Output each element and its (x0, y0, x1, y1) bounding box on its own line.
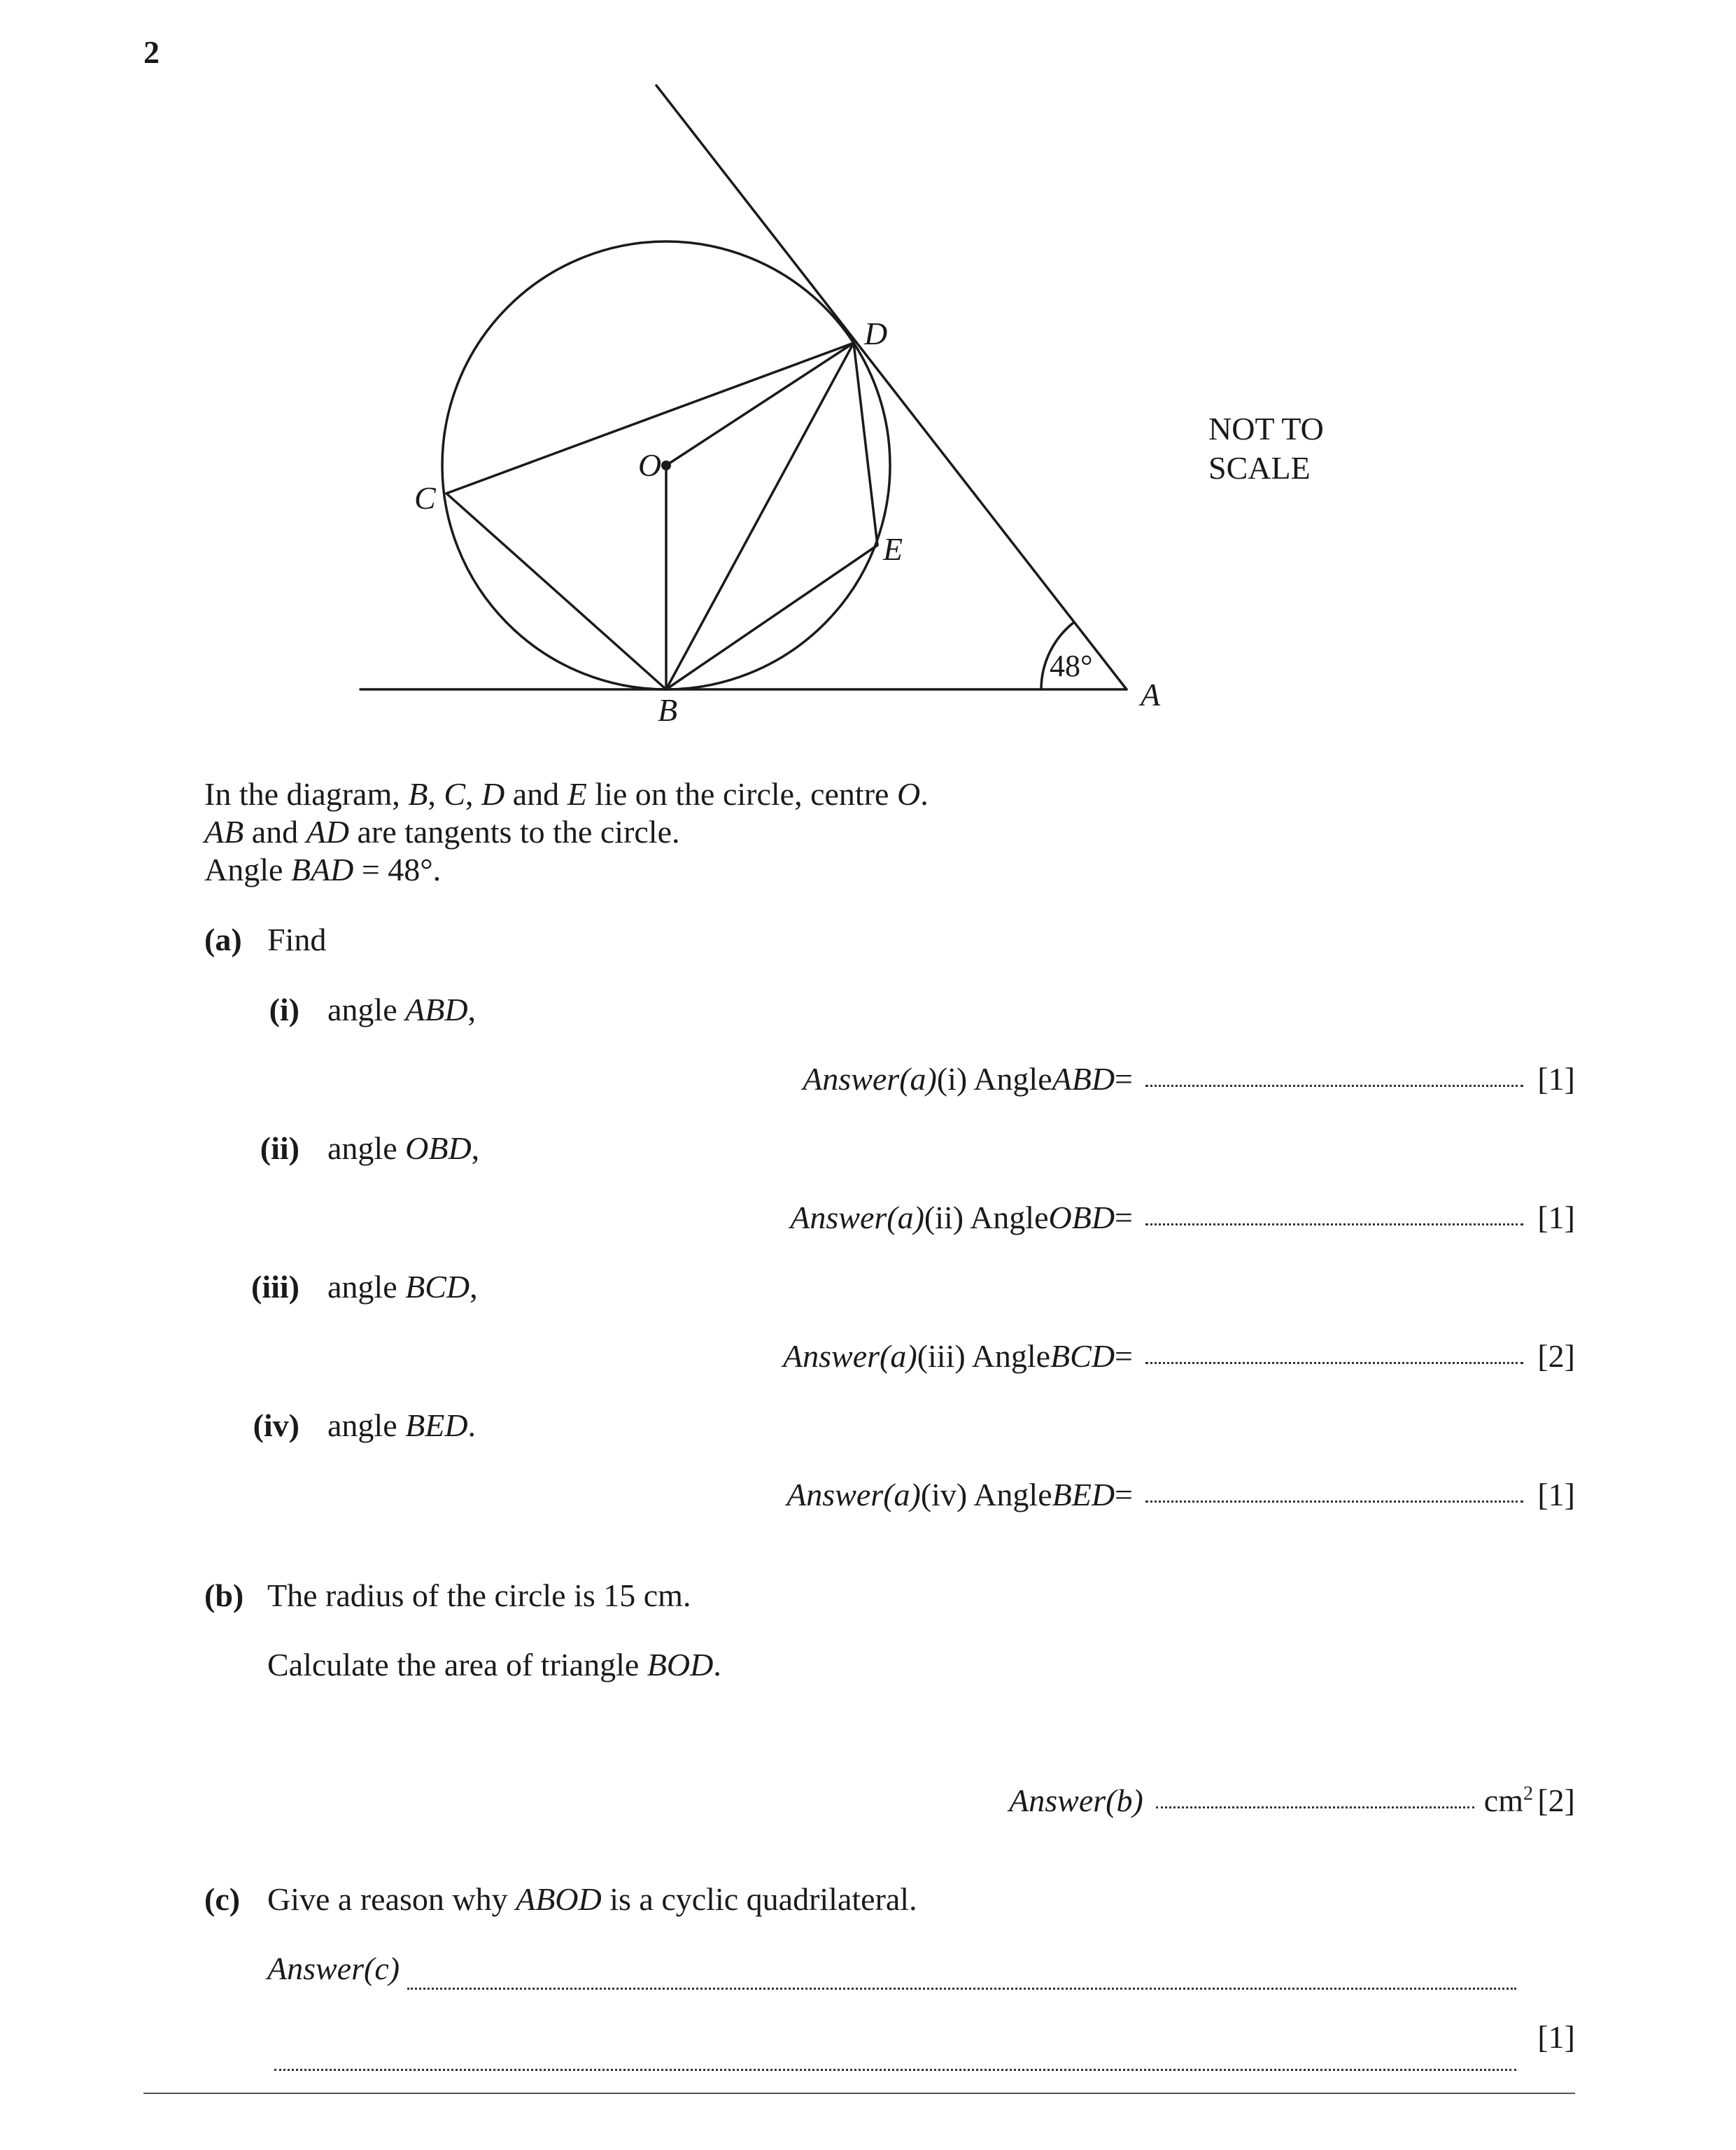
segment-od (666, 343, 854, 465)
part-a-ii-label: (ii) (260, 1130, 299, 1166)
var-b: B (408, 776, 428, 812)
answer-c-field-line-2[interactable] (274, 2069, 1516, 2071)
unit-text: cm (1483, 1783, 1523, 1818)
part-a-label: (a) (204, 922, 242, 957)
answer-part: (i) Angle (936, 1061, 1052, 1097)
answer-lead: Answer(b) (1009, 1783, 1143, 1818)
var-bed: BED (405, 1407, 468, 1443)
unit-superscript: 2 (1523, 1783, 1533, 1805)
part-a-iii-question (327, 1268, 478, 1306)
bottom-rule (143, 2093, 1575, 2094)
segment-be (666, 545, 877, 689)
part-b-text-1: The radius of the circle is 15 cm. (267, 1578, 691, 1613)
question-text: is a cyclic quadrilateral. (601, 1881, 917, 1917)
intro-text: lie on the circle, centre (586, 776, 897, 812)
answer-var: OBD (1048, 1200, 1115, 1235)
answer-eq: = (1115, 1477, 1133, 1512)
answer-unit (1484, 1782, 1533, 1819)
question-text: angle (327, 992, 406, 1027)
question-text: angle (327, 1130, 406, 1166)
part-c-marks: [1] (1537, 2019, 1575, 2055)
intro-text: In the diagram, (204, 776, 409, 812)
intro-text: Angle (204, 852, 291, 887)
geometry-diagram (0, 0, 1736, 770)
segment-bd (666, 343, 854, 689)
marks: [1] (1537, 1477, 1575, 1512)
part-a-iv-question (327, 1407, 476, 1445)
answer-a-iii-row (783, 1337, 1575, 1375)
answer-a-iv-row (786, 1476, 1575, 1513)
answer-part: (iv) Angle (920, 1477, 1052, 1512)
point-label-d: D (864, 316, 888, 351)
var-obd: OBD (405, 1130, 472, 1166)
intro-sep: , (465, 776, 482, 812)
intro-text: = 48°. (353, 852, 442, 887)
answer-a-iv-field[interactable] (1145, 1501, 1523, 1503)
marks: [1] (1537, 1200, 1575, 1235)
point-label-e: E (883, 531, 903, 567)
answer-part: (iii) Angle (917, 1338, 1051, 1374)
point-label-a: A (1141, 677, 1161, 712)
var-bad: BAD (290, 852, 354, 887)
part-a-iv-label: (iv) (253, 1407, 299, 1443)
answer-b-field[interactable] (1156, 1806, 1474, 1808)
answer-b-row (1009, 1782, 1575, 1819)
point-label-o: O (638, 447, 662, 483)
var-e: E (567, 776, 587, 812)
centre-point (661, 461, 671, 470)
answer-var: BCD (1050, 1338, 1115, 1374)
part-b-text-2 (267, 1646, 721, 1684)
var-c: C (444, 776, 466, 812)
point-label-b: B (658, 692, 678, 728)
part-b-label: (b) (204, 1578, 244, 1613)
var-abod: ABOD (516, 1881, 602, 1917)
point-label-c: C (414, 480, 436, 516)
var-o: O (896, 776, 921, 812)
answer-var: ABD (1052, 1061, 1115, 1097)
marks: [2] (1537, 1338, 1575, 1374)
question-end: , (467, 992, 477, 1027)
answer-lead: Answer(a) (790, 1200, 924, 1235)
intro-line-3 (204, 851, 441, 889)
part-c-label: (c) (204, 1881, 241, 1917)
not-to-scale-line2: SCALE (1208, 450, 1311, 486)
answer-a-iii-field[interactable] (1145, 1362, 1523, 1364)
part-a-text: Find (267, 922, 327, 957)
question-end: , (471, 1130, 480, 1166)
marks: [1] (1537, 1061, 1575, 1097)
answer-a-i-row (803, 1060, 1575, 1097)
var-abd: ABD (405, 992, 468, 1027)
answer-a-ii-row (790, 1199, 1575, 1236)
question-text: angle (327, 1407, 406, 1443)
tangent-ad (656, 85, 1127, 689)
not-to-scale-note (1208, 409, 1324, 488)
intro-sep: and (504, 776, 567, 812)
intro-sep: , (428, 776, 444, 812)
intro-line-2 (204, 813, 680, 851)
answer-lead: Answer(a) (783, 1338, 917, 1374)
var-bod: BOD (647, 1647, 714, 1682)
not-to-scale-line1: NOT TO (1208, 411, 1324, 447)
intro-sep: and (244, 814, 306, 850)
answer-a-ii-field[interactable] (1145, 1223, 1523, 1225)
intro-line-1 (204, 775, 929, 813)
marks: [2] (1537, 1783, 1575, 1818)
answer-eq: = (1115, 1200, 1133, 1235)
segment-de (854, 343, 877, 545)
part-a-i-question (327, 991, 476, 1029)
answer-lead: Answer(a) (786, 1477, 921, 1512)
answer-eq: = (1115, 1338, 1133, 1374)
question-text: angle (327, 1269, 406, 1305)
intro-text: are tangents to the circle. (348, 814, 680, 850)
question-end: . (713, 1647, 721, 1682)
part-a-ii-question (327, 1130, 479, 1167)
angle-label: 48° (1050, 649, 1093, 683)
question-end: , (470, 1269, 478, 1305)
answer-c-field-line-1[interactable] (407, 1988, 1516, 1990)
answer-part: (ii) Angle (924, 1200, 1049, 1235)
answer-a-i-field[interactable] (1145, 1085, 1523, 1087)
question-end: . (467, 1407, 477, 1443)
page-number: 2 (143, 34, 160, 70)
answer-eq: = (1115, 1061, 1133, 1097)
part-a-i-label: (i) (269, 992, 299, 1027)
part-c-text (267, 1881, 917, 1918)
answer-c-lead: Answer(c) (267, 1951, 400, 1986)
intro-sep: . (920, 776, 929, 812)
answer-var: BED (1052, 1477, 1115, 1512)
part-a-iii-label: (iii) (251, 1269, 299, 1305)
var-d: D (481, 776, 505, 812)
var-ad: AD (306, 814, 349, 850)
question-text: Give a reason why (267, 1881, 516, 1917)
answer-lead: Answer(a) (803, 1061, 937, 1097)
var-bcd: BCD (405, 1269, 470, 1305)
question-text: Calculate the area of triangle (267, 1647, 647, 1682)
var-ab: AB (204, 814, 244, 850)
